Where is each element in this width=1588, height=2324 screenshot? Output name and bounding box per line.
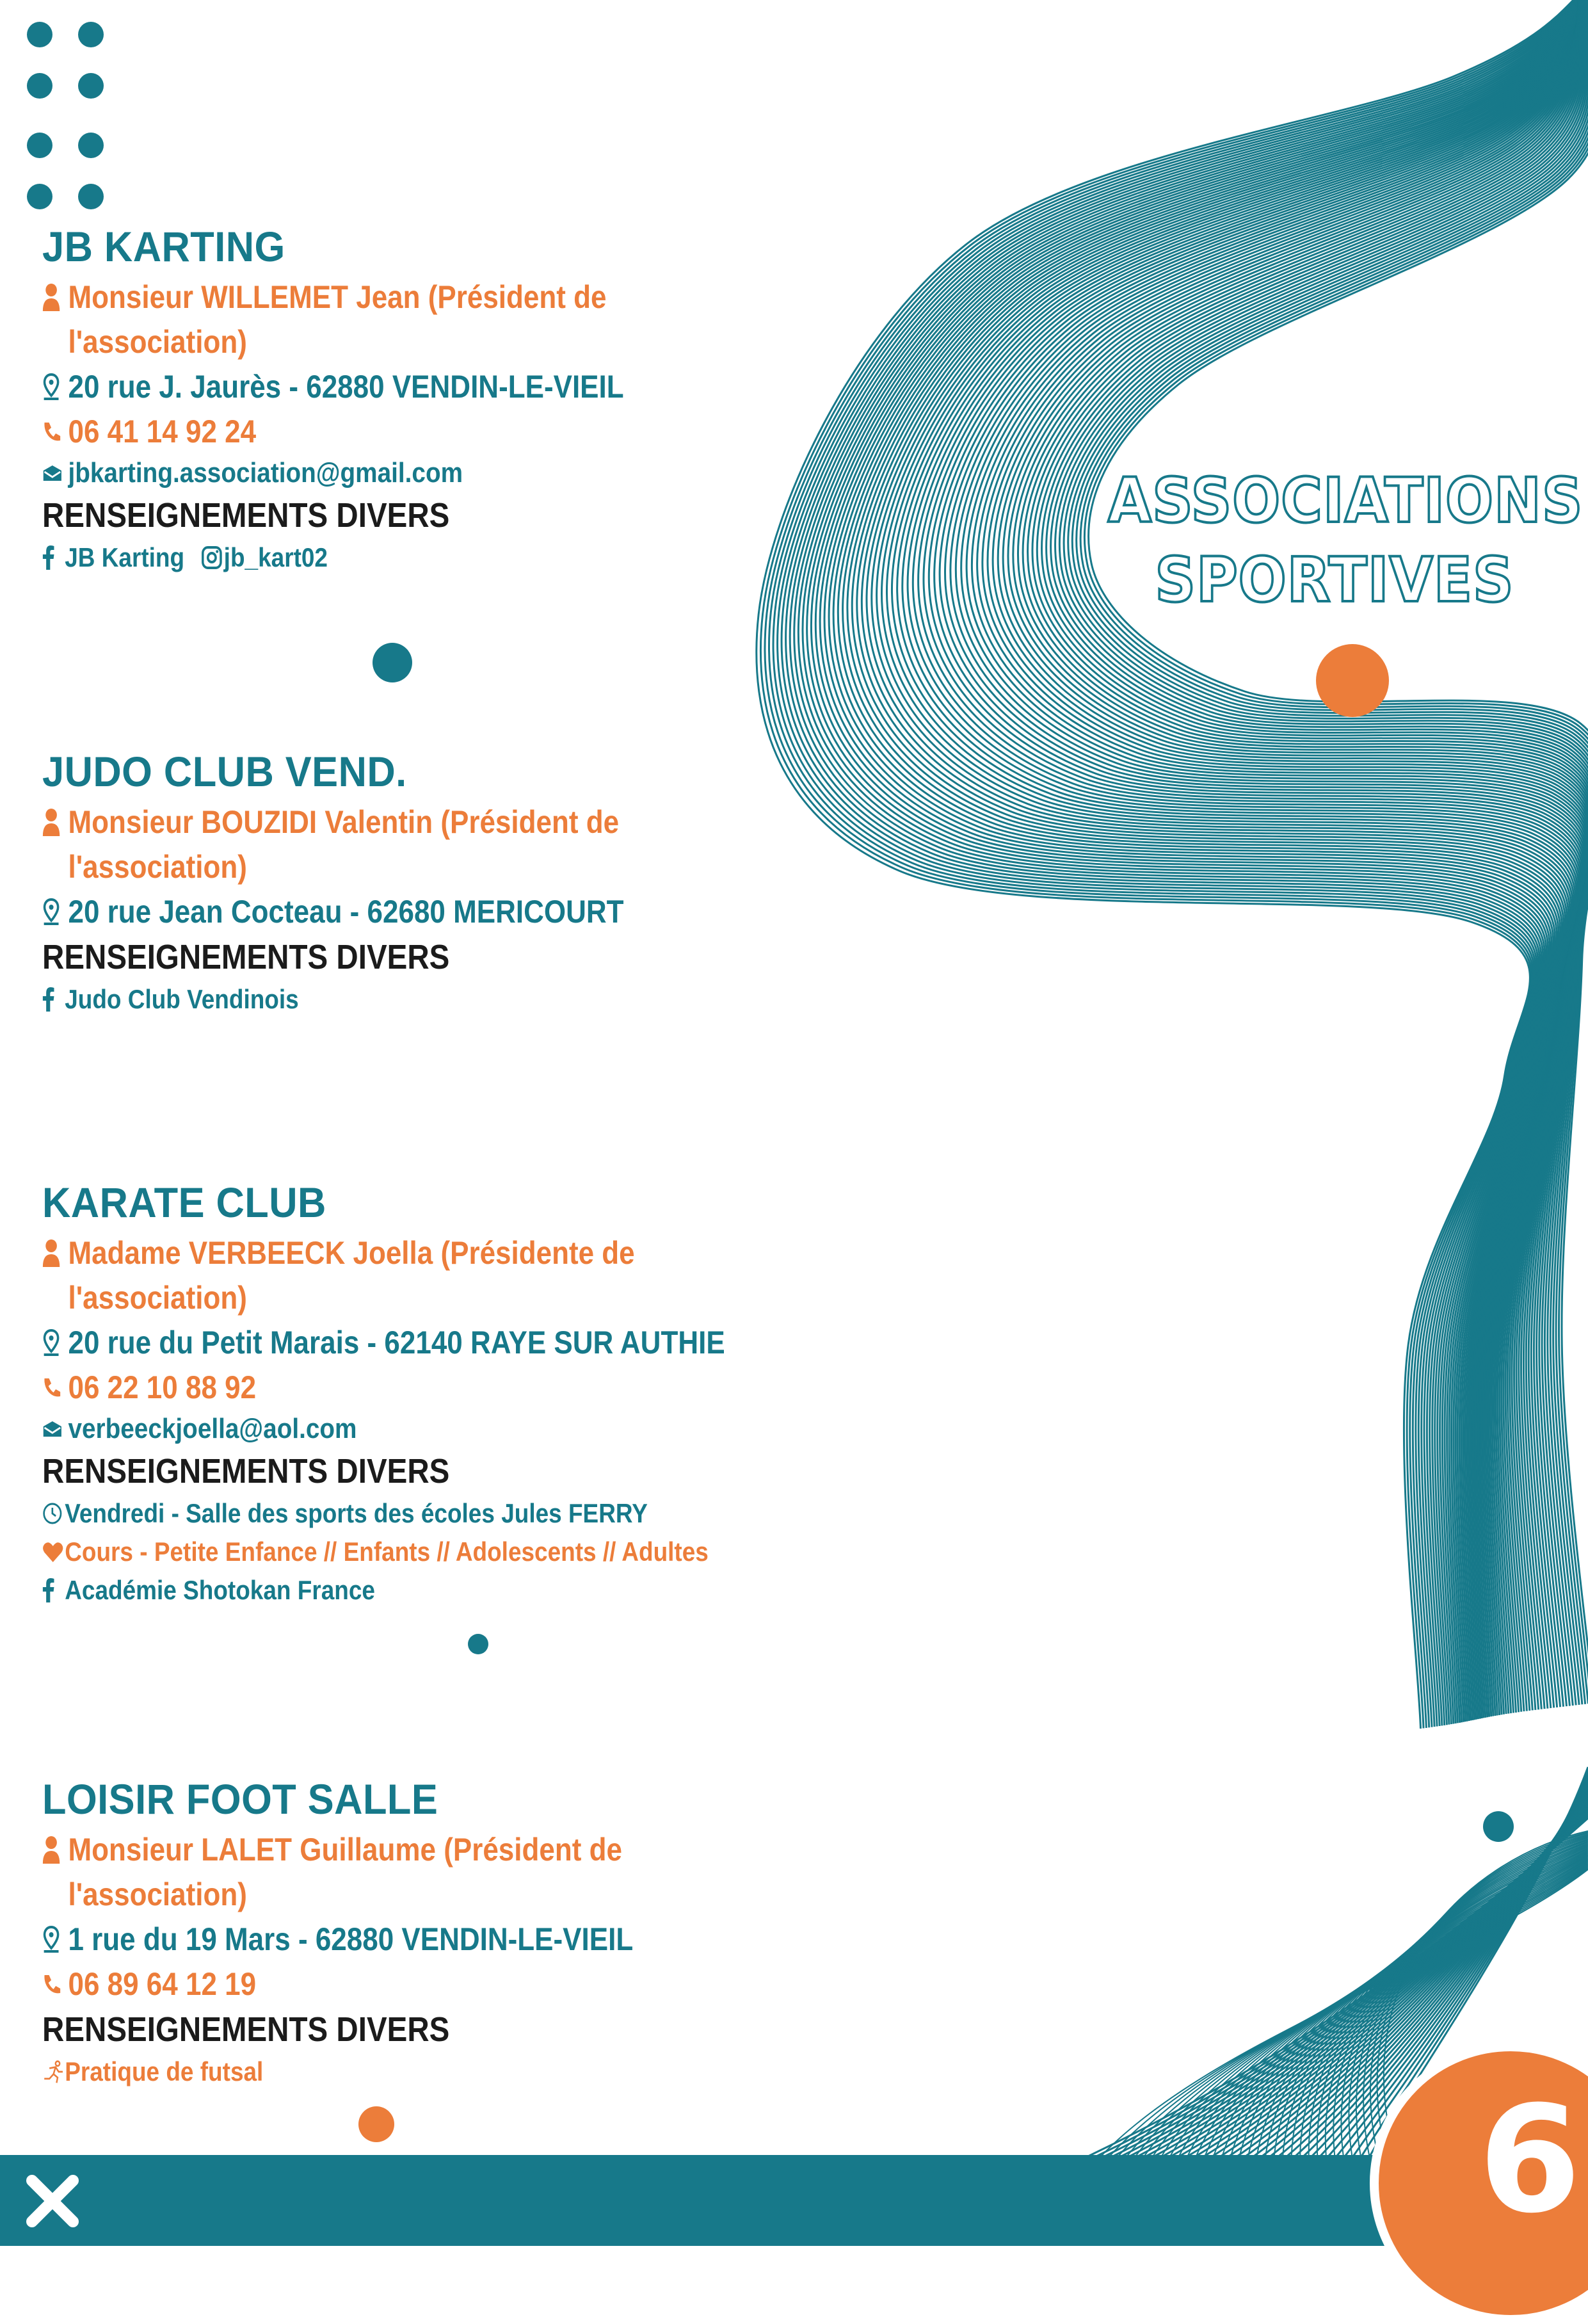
decor-dot — [468, 1634, 488, 1654]
address-text: 20 rue Jean Cocteau - 62680 MERICOURT — [68, 889, 623, 934]
association-title: JB KARTING — [42, 221, 816, 272]
phone-line — [42, 1962, 774, 2006]
facebook-icon[interactable] — [42, 1571, 65, 1610]
location-pin-icon — [42, 1917, 68, 1962]
close-icon[interactable] — [26, 2174, 79, 2228]
address-text: 20 rue J. Jaurès - 62880 VENDIN-LE-VIEIL — [68, 364, 623, 409]
decor-dot — [1316, 644, 1389, 717]
association-jb-karting — [42, 221, 874, 577]
association-title: KARATE CLUB — [42, 1177, 816, 1228]
email-text[interactable]: verbeeckjoella@aol.com — [68, 1410, 357, 1448]
contact-name: Madame VERBEECK Joella (Présidente de l'association) — [68, 1231, 678, 1320]
page-heading-line1: ASSOCIATIONS — [1108, 461, 1561, 540]
info-heading: RENSEIGNEMENTS DIVERS — [42, 934, 774, 980]
runner-icon — [42, 2053, 65, 2091]
facebook-link[interactable]: Judo Club Vendinois — [65, 980, 299, 1019]
decor-dot — [358, 2106, 394, 2142]
envelope-icon — [42, 454, 68, 492]
page-number: 6 — [1479, 2081, 1581, 2241]
phone-icon — [42, 1962, 68, 2006]
address-line — [42, 889, 774, 934]
email-text[interactable]: jbkarting.association@gmail.com — [68, 454, 463, 492]
contact-name: Monsieur WILLEMET Jean (Président de l'association) — [68, 275, 678, 364]
association-judo-club — [42, 746, 874, 1019]
info-heading: RENSEIGNEMENTS DIVERS — [42, 1448, 774, 1494]
phone-text[interactable]: 06 89 64 12 19 — [68, 1962, 256, 2006]
facebook-link[interactable]: Académie Shotokan France — [65, 1571, 375, 1610]
decor-dot — [373, 643, 412, 682]
social-links — [42, 1571, 774, 1610]
contact-name: Monsieur BOUZIDI Valentin (Président de l'association) — [68, 800, 678, 889]
location-pin-icon — [42, 1320, 68, 1365]
facebook-icon[interactable] — [42, 538, 65, 577]
schedule-text: Vendredi - Salle des sports des écoles Jules FERRY — [65, 1494, 648, 1533]
address-text: 1 rue du 19 Mars - 62880 VENDIN-LE-VIEIL — [68, 1917, 633, 1962]
location-pin-icon — [42, 364, 68, 409]
facebook-link[interactable]: JB Karting — [65, 538, 184, 577]
activity-line — [42, 2053, 774, 2091]
person-icon — [42, 1827, 68, 1872]
contact-line — [42, 800, 678, 889]
schedule-line — [42, 1494, 774, 1533]
address-text: 20 rue du Petit Marais - 62140 RAYE SUR AUTHIE — [68, 1320, 725, 1365]
instagram-icon[interactable] — [201, 538, 223, 577]
email-line — [42, 454, 774, 492]
courses-text: Cours - Petite Enfance // Enfants // Adolescents // Adultes — [65, 1533, 709, 1571]
contact-line — [42, 1827, 678, 1917]
contact-line — [42, 1231, 678, 1320]
footer-bar — [0, 2155, 1588, 2246]
page-heading — [1108, 461, 1561, 620]
address-line — [42, 1917, 774, 1962]
email-line — [42, 1410, 774, 1448]
heart-icon — [42, 1533, 65, 1571]
social-links — [42, 980, 774, 1019]
association-title: JUDO CLUB VEND. — [42, 746, 816, 797]
activity-text: Pratique de futsal — [65, 2053, 263, 2091]
address-line — [42, 364, 774, 409]
instagram-link[interactable]: jb_kart02 — [224, 538, 328, 577]
phone-text[interactable]: 06 22 10 88 92 — [68, 1365, 256, 1410]
person-icon — [42, 800, 68, 844]
association-title: LOISIR FOOT SALLE — [42, 1773, 816, 1825]
phone-icon — [42, 409, 68, 454]
teal-ribbon-main — [757, 0, 1588, 1729]
contact-name: Monsieur LALET Guillaume (Président de l'association) — [68, 1827, 678, 1917]
phone-line — [42, 409, 774, 454]
facebook-icon[interactable] — [42, 980, 65, 1019]
social-links — [42, 538, 774, 577]
phone-line — [42, 1365, 774, 1410]
courses-line — [42, 1533, 774, 1571]
clock-icon — [42, 1494, 65, 1533]
person-icon — [42, 1231, 68, 1275]
association-loisir-foot-salle — [42, 1773, 874, 2091]
decor-dot — [1483, 1811, 1514, 1842]
decor-dot-grid — [26, 19, 115, 218]
info-heading: RENSEIGNEMENTS DIVERS — [42, 2006, 774, 2053]
phone-icon — [42, 1365, 68, 1410]
location-pin-icon — [42, 889, 68, 934]
page-heading-line2: SPORTIVES — [1108, 540, 1561, 620]
association-karate-club — [42, 1177, 874, 1610]
address-line — [42, 1320, 774, 1365]
envelope-icon — [42, 1410, 68, 1448]
person-icon — [42, 275, 68, 319]
contact-line — [42, 275, 678, 364]
phone-text[interactable]: 06 41 14 92 24 — [68, 409, 256, 454]
info-heading: RENSEIGNEMENTS DIVERS — [42, 492, 774, 538]
